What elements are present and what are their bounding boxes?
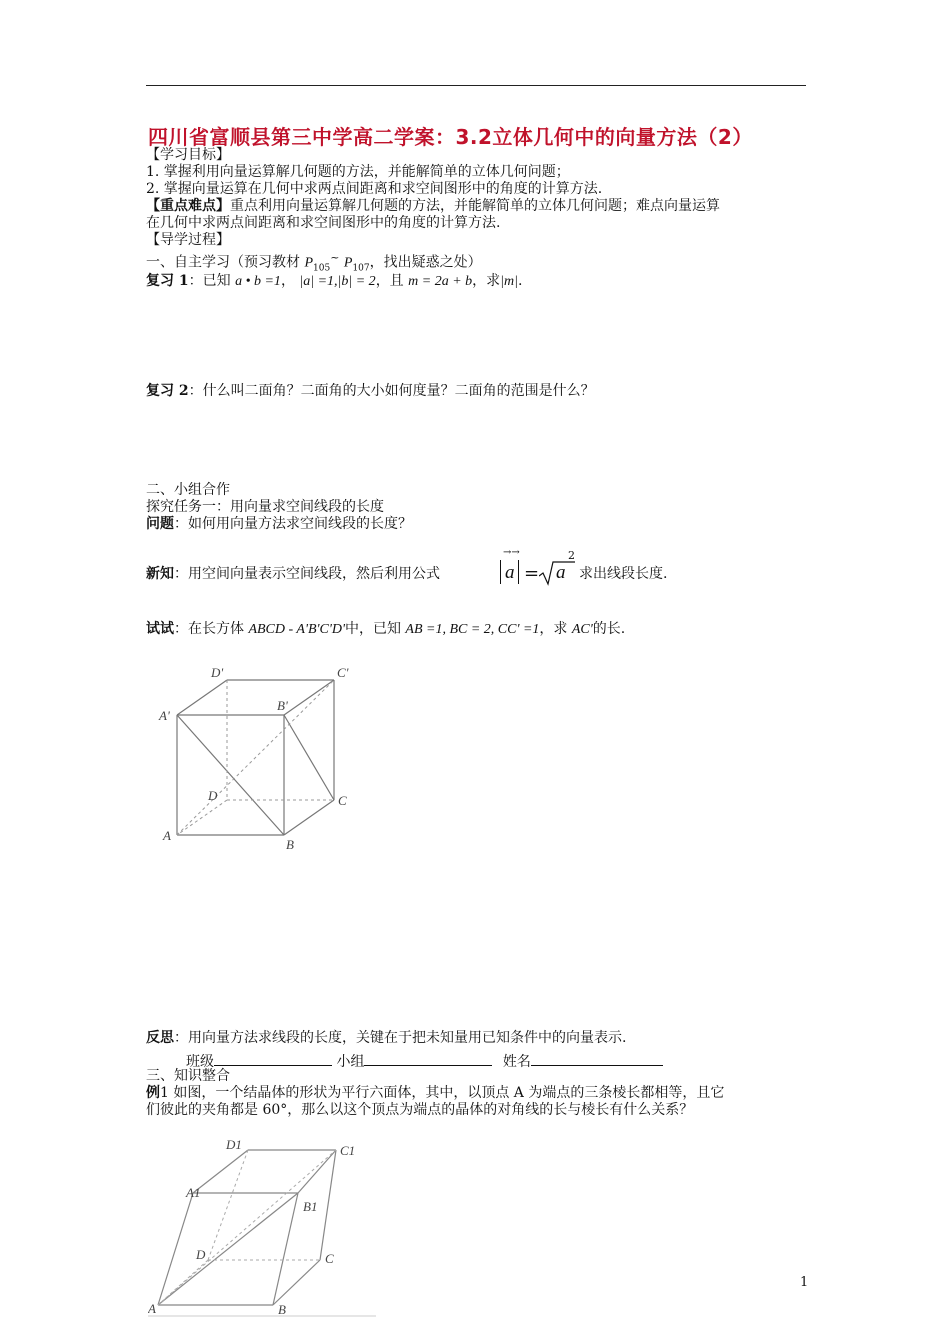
section2-heading: 二、小组合作 [146, 482, 230, 498]
review-2 [146, 383, 595, 400]
group-label: 小组 [336, 1054, 365, 1070]
key-points-line-1 [146, 198, 720, 215]
label-d-prime: D' [211, 665, 224, 680]
goals-heading: 【学习目标】 [146, 147, 230, 163]
key-points-text-1: 重点利用向量运算解几何题的方法，并能解简单的立体几何问题；难点向量运算 [230, 198, 720, 214]
page-ref-end-sub: 107 [352, 263, 370, 274]
new-knowledge-tail: 求出线段长度. [579, 566, 668, 582]
section1-heading-tail: ，找出疑惑之处） [369, 254, 482, 271]
label-b: B [286, 837, 294, 852]
section1-heading-text: 一、自主学习（预习教材 [146, 254, 300, 271]
example-1-line-1 [146, 1085, 724, 1102]
page-title: 四川省富顺县第三中学高二学案：3.2立体几何中的向量方法（2） [148, 125, 753, 149]
review-1-text-2: ，且 [375, 273, 404, 289]
try-solid: ABCD - A'B'C'D' [248, 622, 345, 637]
section3-heading: 三、知识整合 [146, 1068, 230, 1084]
try-text-3: ，求 [539, 621, 568, 637]
page-ref-start: P [304, 255, 314, 271]
reflection-label: 反思 [146, 1030, 174, 1046]
label-b-bottom: B [278, 1302, 286, 1317]
review-1-end: . [517, 273, 523, 289]
label-d-bottom: D [196, 1247, 206, 1262]
abs-bar-left [500, 560, 501, 584]
label-a-bottom: A [148, 1301, 156, 1316]
new-knowledge-label: 新知 [146, 566, 174, 582]
new-knowledge [146, 566, 440, 583]
header-rule [146, 85, 806, 86]
try-target: AC' [571, 622, 593, 637]
review-1-expr-3: m = 2a + b [408, 274, 473, 289]
reflection-text: ：用向量方法求线段的长度，关键在于把未知量用已知条件中的向量表示. [174, 1030, 627, 1046]
label-d: D [208, 788, 218, 803]
review-1-label: 复习 1 [146, 273, 189, 289]
page-ref-start-sub: 105 [313, 263, 331, 274]
length-formula [500, 548, 580, 588]
label-c: C [338, 793, 347, 808]
review-1-text-3: ，求 [472, 273, 501, 289]
task-1: 探究任务一：用向量求空间线段的长度 [146, 499, 384, 515]
reflection [146, 1030, 626, 1047]
formula-equals: = [524, 563, 540, 584]
name-label: 姓名 [502, 1054, 531, 1070]
label-c-prime: C' [337, 665, 349, 680]
goal-item-1: 1. 掌握利用向量运算解几何题的方法，并能解简单的立体几何问题； [146, 164, 570, 180]
abs-bar-right [518, 560, 519, 584]
label-d1: D1 [226, 1137, 242, 1152]
group-field[interactable] [364, 1051, 492, 1066]
goal-item-2: 2. 掌握向量运算在几何中求两点间距离和求空间图形中的角度的计算方法. [146, 181, 603, 197]
try-text-2: 中，已知 [344, 621, 401, 637]
label-a1: A1 [186, 1185, 201, 1200]
name-field[interactable] [531, 1051, 663, 1066]
review-2-text: ：什么叫二面角？二面角的大小如何度量？二面角的范围是什么？ [188, 383, 595, 399]
review-1 [146, 273, 522, 290]
label-a: A [163, 828, 171, 843]
formula-exponent: 2 [568, 549, 575, 562]
review-1-comma: ， [280, 273, 295, 289]
question [146, 516, 412, 533]
try-given: AB =1, BC = 2, CC' =1 [405, 622, 540, 637]
key-points-line-2: 在几何中求两点间距离和求空间图形中的角度的计算方法. [146, 215, 501, 231]
label-b-prime: B' [277, 698, 288, 713]
example-1-line-2: 们彼此的夹角都是 60°，那么以这个顶点为端点的晶体的对角线的长与棱长有什么关系？ [146, 1102, 694, 1118]
question-label: 问题 [146, 516, 174, 532]
try-text-1: ：在长方体 [174, 621, 244, 637]
review-1-text-1: ：已知 [188, 273, 231, 289]
parallelepiped-figure [148, 1135, 383, 1325]
label-c-bottom: C [325, 1251, 334, 1266]
class-field[interactable] [214, 1051, 332, 1066]
new-knowledge-text-1: ：用空间向量表示空间线段，然后利用公式 [174, 566, 440, 582]
key-points-label: 【重点难点】 [146, 198, 230, 214]
review-1-expr-1: a • b =1 [235, 274, 281, 289]
vector-arrows: →→ [503, 547, 520, 558]
page-ref-end: P [343, 255, 353, 271]
formula-radicand: a [556, 562, 566, 583]
label-a-prime: A' [159, 708, 170, 723]
tilde: ~ [330, 251, 340, 264]
try-label: 试试 [146, 621, 174, 637]
try-it [146, 621, 625, 638]
page-number: 1 [800, 1275, 809, 1290]
label-b1: B1 [303, 1199, 318, 1214]
process-heading: 【导学过程】 [146, 232, 230, 248]
info-fields [186, 1051, 663, 1071]
question-text: ：如何用向量方法求空间线段的长度？ [174, 516, 412, 532]
review-1-expr-4: |m| [500, 274, 518, 289]
try-text-4: 的长. [592, 621, 626, 637]
class-label: 班级 [186, 1054, 214, 1070]
label-c1: C1 [340, 1143, 356, 1158]
review-2-label: 复习 2 [146, 383, 189, 399]
example-1-text-1: 1 如图，一个结晶体的形状为平行六面体，其中，以顶点 A 为端点的三条棱长都相等，且它 [160, 1085, 725, 1101]
formula-vector-a: a [505, 562, 515, 583]
cuboid-figure [155, 660, 370, 855]
review-1-expr-2: |a| =1,|b| = 2 [299, 274, 376, 289]
example-label: 例 [146, 1085, 160, 1101]
